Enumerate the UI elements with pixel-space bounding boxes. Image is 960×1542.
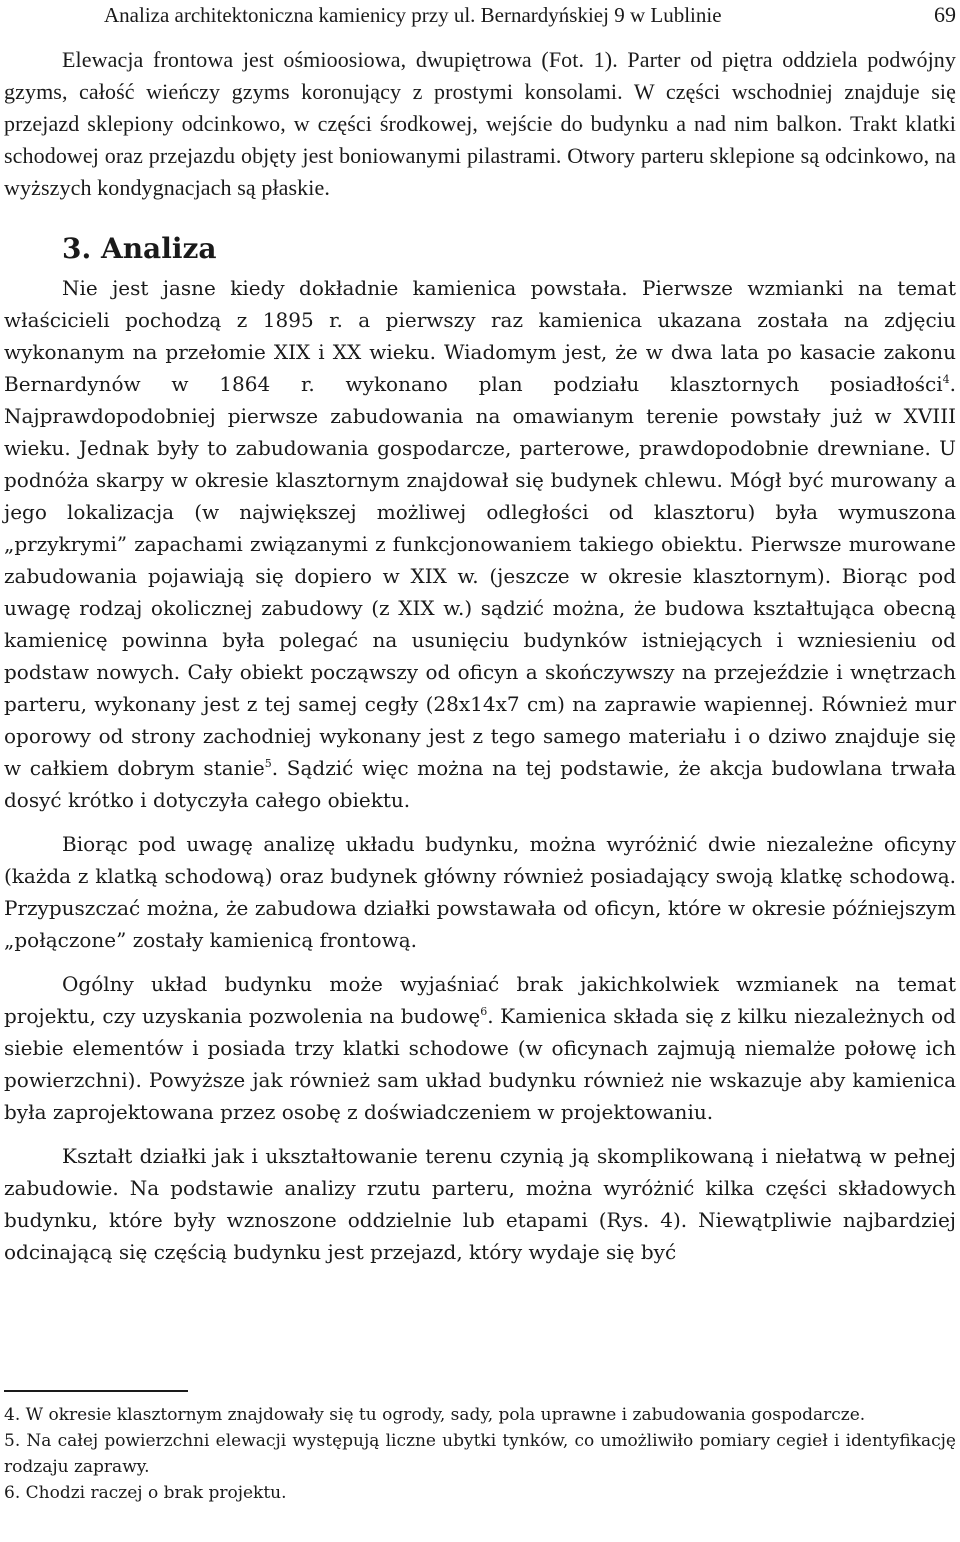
paragraph-general-layout: Ogólny układ budynku może wyjaśniać brak jakichkolwiek wzmianek na temat projektu, czy uzyskania pozwolenia na budowę$^6$. Kamienica składa się z kilku niezależnych od siebie elementów i posiada trzy klatki schodowe (w oficynach zajmują niemalże połowę ich powierzchni). Powyższe jak również sam układ budynku również nie wskazuje aby kamienica była zaprojektowana przez osobę z doświadczeniem w projektowaniu. — [4, 972, 956, 1124]
footnote-ref-4[interactable]: 4 — [942, 373, 950, 386]
page-number: 69 — [934, 2, 956, 27]
paragraph-layout: Biorąc pod uwagę analizę układu budynku, można wyróżnić dwie niezależne oficyny (każda z klatką schodową) oraz budynek główny również posiadający swoją klatkę schodową. Przypuszczać można, że zabudowa działki powstawała od oficyn, które w okresie późniejszym „połączone” zostały kamienicą frontową. — [4, 832, 956, 952]
paragraph-facade: Elewacja frontowa jest ośmioosiowa, dwupiętrowa (Fot. 1). Parter od piętra oddziela podwójny gzyms, całość wieńczy gzyms koronujący z prostymi konsolami. W części wschodniej znajduje się przejazd sklepiony odcinkowo, w części środkowej, wejście do budynku a nad nim balkon. Trakt klatki schodowej oraz przejazdu objęty jest boniowanymi pilastrami. Otwory parteru sklepione są odcinkowo, na wyższych kondygnacjach są płaskie. — [4, 47, 956, 200]
running-header — [104, 2, 956, 32]
footnote-ref-6[interactable]: 6 — [480, 1005, 488, 1018]
footnote-5: 5. Na całej powierzchni elewacji występują liczne ubytki tynków, co umożliwiło pomiary cegieł i identyfikację rodzaju zaprawy. — [4, 1431, 956, 1477]
running-title: Analiza architektoniczna kamienicy przy ul. Bernardyńskiej 9 w Lublinie — [104, 3, 722, 27]
paragraph-plot-shape: Kształt działki jak i ukształtowanie terenu czynią ją skomplikowaną i niełatwą w pełnej zabudowie. Na podstawie analizy rzutu parteru, można wyróżnić kilka części składowych budynku, które były wznoszone oddzielnie lub etapami (Rys. 4). Niewątpliwie najbardziej odcinającą się częścią budynku jest przejazd, który wydaje się być — [4, 1144, 956, 1264]
footnote-6: 6. Chodzi raczej o brak projektu. — [4, 1483, 287, 1503]
section-heading: 3. Analiza — [62, 232, 217, 265]
footnote-4: 4. W okresie klasztornym znajdowały się tu ogrody, sady, pola uprawne i zabudowania gospodarcze. — [4, 1405, 866, 1425]
main-text — [4, 44, 956, 1268]
footnote-divider — [4, 1390, 188, 1392]
footnote-ref-5[interactable]: 5 — [264, 757, 272, 770]
footnotes — [4, 1402, 956, 1506]
paragraph-analysis: Nie jest jasne kiedy dokładnie kamienica powstała. Pierwsze wzmianki na temat właścicieli pochodzą z 1895 r. a pierwszy raz kamienica ukazana została na zdjęciu wykonanym na przełomie XIX i XX wieku. Wiadomym jest, że w dwa lata po kasacie zakonu Bernardynów w 1864 r. wykonano plan podziału klasztornych posiadłości$^4$. Najprawdopodobniej pierwsze zabudowania na omawianym terenie powstały już w XVIII wieku. Jednak były to zabudowania gospodarcze, parterowe, prawdopodobnie drewniane. U podnóża skarpy w okresie klasztornym znajdował się budynek chlewu. Mógł być murowany a jego lokalizacja (w największej możliwej odległości od klasztoru) była wymuszona „przykrymi” zapachami związanymi z funkcjonowaniem takiego obiektu. Pierwsze murowane zabudowania pojawiają się dopiero w XIX w. (jeszcze w okresie klasztornym). Biorąc pod uwagę rodzaj okolicznej zabudowy (z XIX w.) sądzić można, że budowa kształtująca obecną kamienicę powinna była polegać na usunięciu budynków istniejących i wzniesieniu od podstaw nowych. Cały obiekt począwszy od oficyn a skończywszy na przejeździe i wnętrzach parteru, wykonany jest z tej samej cegły (28x14x7 cm) na zaprawie wapiennej. Również mur oporowy od strony zachodniej wykonany jest z tego samego materiału i o dziwo znajduje się w całkiem dobrym stanie$^5$. Sądzić więc można na tej podstawie, że akcja budowlana trwała dosyć krótko i dotyczyła całego obiektu. — [4, 276, 956, 812]
